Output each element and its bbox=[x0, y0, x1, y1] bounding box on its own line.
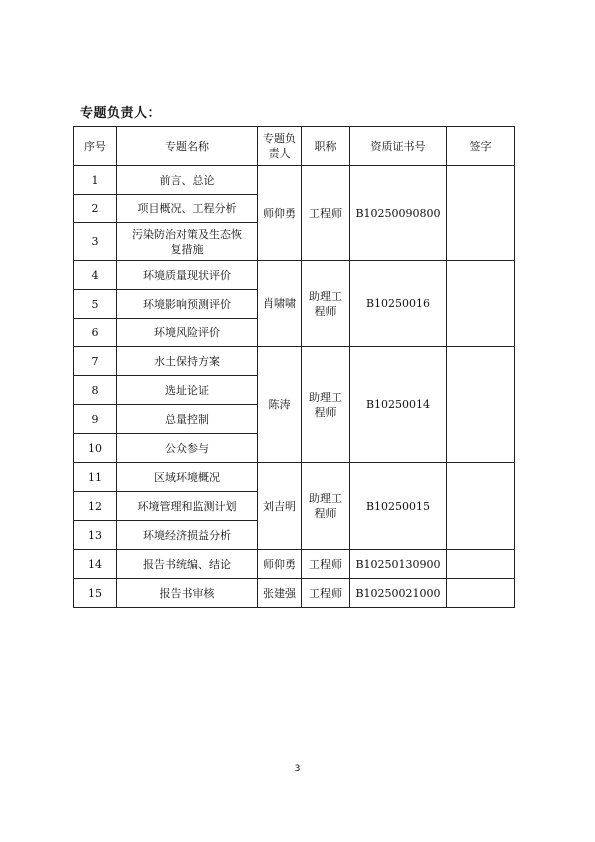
page-number: 3 bbox=[294, 764, 301, 774]
cert-cell: B10250015 bbox=[350, 463, 447, 550]
header-seq: 序号 bbox=[74, 127, 117, 166]
signature-cell bbox=[447, 261, 515, 347]
signature-cell bbox=[447, 347, 515, 463]
cert-cell: B10250016 bbox=[350, 261, 447, 347]
topic-cell: 报告书统编、结论 bbox=[117, 550, 258, 579]
seq-cell: 11 bbox=[74, 463, 117, 492]
signature-cell bbox=[447, 463, 515, 550]
topic-cell: 项目概况、工程分析 bbox=[117, 195, 258, 223]
table-header bbox=[74, 127, 515, 166]
owner-cell: 陈涛 bbox=[258, 347, 302, 463]
owner-cell: 刘吉明 bbox=[258, 463, 302, 550]
cert-cell: B10250021000 bbox=[350, 579, 447, 608]
seq-cell: 8 bbox=[74, 376, 117, 405]
title-cell: 助理工程师 bbox=[302, 261, 350, 347]
seq-cell: 3 bbox=[74, 223, 117, 261]
topic-cell: 环境经济损益分析 bbox=[117, 521, 258, 550]
section-title: 专题负责人： bbox=[80, 106, 162, 121]
header-topic: 专题名称 bbox=[117, 127, 258, 166]
title-cell: 工程师 bbox=[302, 166, 350, 261]
owner-cell: 师仰勇 bbox=[258, 166, 302, 261]
seq-cell: 14 bbox=[74, 550, 117, 579]
topic-cell: 总量控制 bbox=[117, 405, 258, 434]
topic-cell: 报告书审核 bbox=[117, 579, 258, 608]
header-owner: 专题负责人 bbox=[258, 127, 302, 166]
title-cell: 助理工程师 bbox=[302, 347, 350, 463]
topic-cell: 环境质量现状评价 bbox=[117, 261, 258, 290]
seq-cell: 6 bbox=[74, 319, 117, 347]
header-title: 职称 bbox=[302, 127, 350, 166]
topic-cell: 公众参与 bbox=[117, 434, 258, 463]
topic-cell: 环境影响预测评价 bbox=[117, 290, 258, 319]
owner-cell: 张建强 bbox=[258, 579, 302, 608]
topic-cell: 环境风险评价 bbox=[117, 319, 258, 347]
table-row bbox=[74, 261, 515, 290]
header-cert: 资质证书号 bbox=[350, 127, 447, 166]
signature-cell bbox=[447, 166, 515, 261]
seq-cell: 15 bbox=[74, 579, 117, 608]
topic-cell: 前言、总论 bbox=[117, 166, 258, 195]
owner-cell: 肖啸啸 bbox=[258, 261, 302, 347]
owner-cell: 师仰勇 bbox=[258, 550, 302, 579]
table-row bbox=[74, 463, 515, 492]
seq-cell: 7 bbox=[74, 347, 117, 376]
table-row bbox=[74, 550, 515, 579]
seq-cell: 5 bbox=[74, 290, 117, 319]
seq-cell: 10 bbox=[74, 434, 117, 463]
seq-cell: 13 bbox=[74, 521, 117, 550]
topic-cell: 水土保持方案 bbox=[117, 347, 258, 376]
header-sign: 签字 bbox=[447, 127, 515, 166]
seq-cell: 1 bbox=[74, 166, 117, 195]
cert-cell: B10250090800 bbox=[350, 166, 447, 261]
topic-cell: 环境管理和监测计划 bbox=[117, 492, 258, 521]
title-cell: 助理工程师 bbox=[302, 463, 350, 550]
topic-cell: 污染防治对策及生态恢复措施 bbox=[117, 223, 258, 261]
cert-cell: B10250014 bbox=[350, 347, 447, 463]
signature-cell bbox=[447, 579, 515, 608]
table-row bbox=[74, 579, 515, 608]
topic-cell: 区域环境概况 bbox=[117, 463, 258, 492]
cert-cell: B10250130900 bbox=[350, 550, 447, 579]
title-cell: 工程师 bbox=[302, 550, 350, 579]
seq-cell: 12 bbox=[74, 492, 117, 521]
table-row bbox=[74, 166, 515, 195]
seq-cell: 4 bbox=[74, 261, 117, 290]
header-row bbox=[74, 127, 515, 166]
table-row bbox=[74, 347, 515, 376]
title-cell: 工程师 bbox=[302, 579, 350, 608]
responsible-persons-table bbox=[73, 126, 515, 608]
topic-cell: 选址论证 bbox=[117, 376, 258, 405]
seq-cell: 2 bbox=[74, 195, 117, 223]
signature-cell bbox=[447, 550, 515, 579]
seq-cell: 9 bbox=[74, 405, 117, 434]
